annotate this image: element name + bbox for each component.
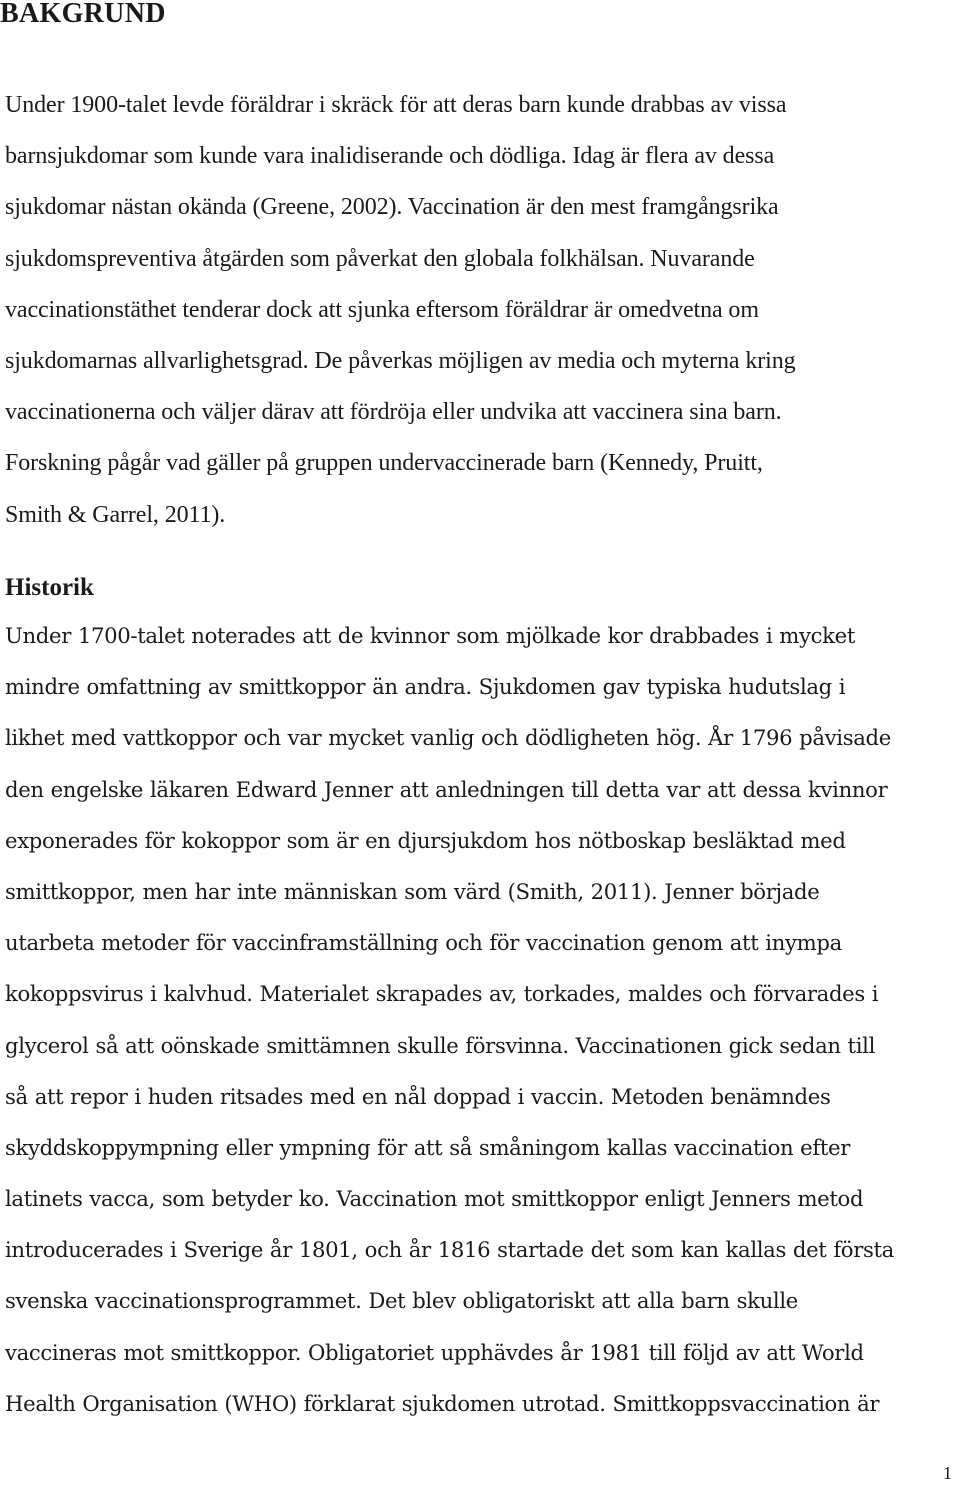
paragraph-line: smittkoppor, men har inte människan som värd (Smith, 2011). Jenner började [5,878,820,904]
paragraph-line: vaccineras mot smittkoppor. Obligatoriet upphävdes år 1981 till följd av att World [5,1339,864,1365]
paragraph-line: vaccinationerna och väljer därav att fördröja eller undvika att vaccinera sina barn. [5,399,782,426]
section-heading-bakgrund: BAKGRUND [0,0,166,29]
paragraph-line: vaccinationstäthet tenderar dock att sjunka eftersom föräldrar är omedvetna om [5,296,759,323]
paragraph-line: sjukdomarnas allvarlighetsgrad. De påverkas möjligen av media och myterna kring [5,347,796,374]
intro-paragraph [5,80,960,541]
paragraph-line: barnsjukdomar som kunde vara inalidiserande och dödliga. Idag är flera av dessa [5,143,775,170]
paragraph-line: så att repor i huden ritsades med en nål doppad i vaccin. Metoden benämndes [5,1083,831,1109]
paragraph-line: likhet med vattkoppor och var mycket vanlig och dödligheten hög. År 1796 påvisade [5,725,891,751]
paragraph-line: kokoppsvirus i kalvhud. Materialet skrapades av, torkades, maldes och förvarades i [5,981,879,1007]
paragraph-line: Forskning pågår vad gäller på gruppen undervaccinerade barn (Kennedy, Pruitt, [5,450,763,477]
paragraph-line: Smith & Garrel, 2011). [5,501,226,528]
paragraph-line: skyddskoppympning eller ympning för att så småningom kallas vaccination efter [5,1134,850,1160]
paragraph-line: Under 1900-talet levde föräldrar i skräck för att deras barn kunde drabbas av vissa [5,92,787,118]
paragraph-line: glycerol så att oönskade smittämnen skulle försvinna. Vaccinationen gick sedan till [5,1032,876,1058]
paragraph-line: den engelske läkaren Edward Jenner att anledningen till detta var att dessa kvinnor [5,776,888,802]
paragraph-line: mindre omfattning av smittkoppor än andra. Sjukdomen gav typiska hudutslag i [5,674,846,700]
paragraph-line: latinets vacca, som betyder ko. Vaccination mot smittkoppor enligt Jenners metod [5,1186,864,1212]
page-number: 1 [943,1463,952,1483]
paragraph-line: Under 1700-talet noterades att de kvinnor som mjölkade kor drabbades i mycket [5,623,855,648]
paragraph-line: sjukdomar nästan okända (Greene, 2002). Vaccination är den mest framgångsrika [5,194,779,221]
section-heading-historik: Historik [5,574,94,601]
paragraph-line: introducerades i Sverige år 1801, och år 1816 startade det som kan kallas det första [5,1237,894,1263]
paragraph-line: exponerades för kokoppor som är en djursjukdom hos nötboskap besläktad med [5,827,846,853]
paragraph-line: Health Organisation (WHO) förklarat sjukdomen utrotad. Smittkoppsvaccination är [5,1390,880,1416]
paragraph-line: svenska vaccinationsprogrammet. Det blev obligatoriskt att alla barn skulle [5,1288,798,1314]
paragraph-line: sjukdomspreventiva åtgärden som påverkat den globala folkhälsan. Nuvarande [5,245,755,272]
paragraph-line: utarbeta metoder för vaccinframställning och för vaccination genom att inympa [5,930,842,956]
history-paragraph [5,610,960,1429]
